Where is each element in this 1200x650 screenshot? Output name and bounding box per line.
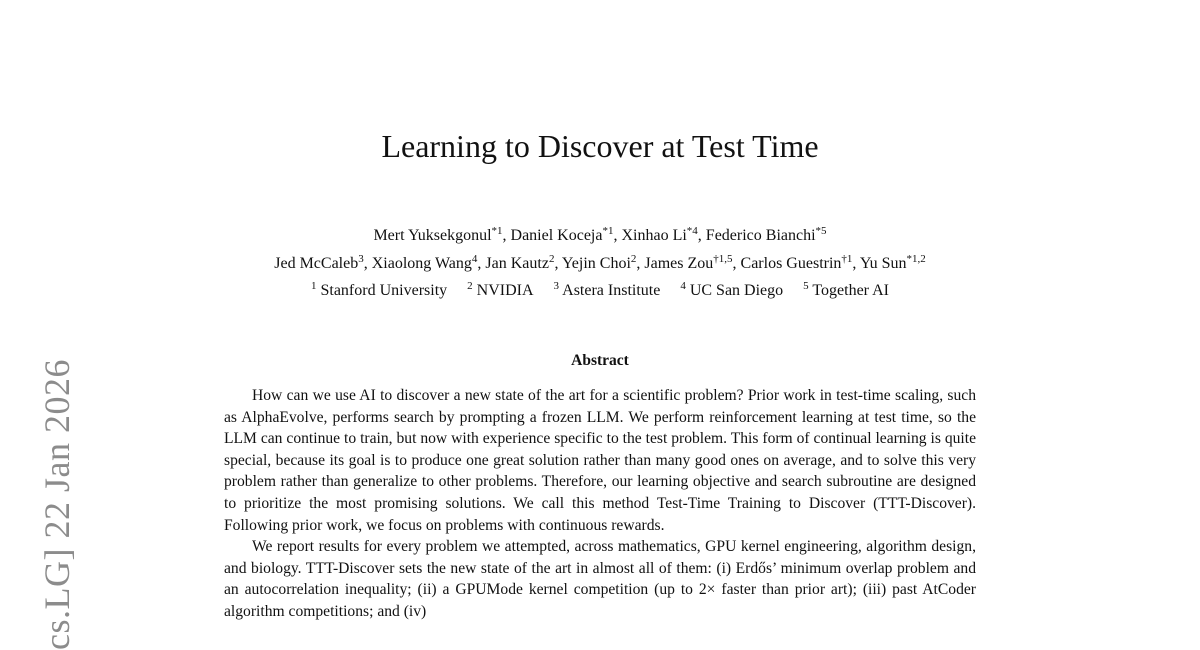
affiliation-mark: 1 <box>310 280 317 292</box>
author-name: Yejin Choi <box>561 254 631 272</box>
author-block <box>0 222 1200 305</box>
affiliation-name: Astera Institute <box>559 282 661 299</box>
author-affiliation-mark: 2 <box>548 252 555 265</box>
author-affiliation-mark: 4 <box>471 252 478 265</box>
author-affiliation-mark: 3 <box>358 252 364 265</box>
affiliations-line <box>0 277 1200 305</box>
arxiv-side-stamp: cs.LG] 22 Jan 2026 <box>37 359 77 650</box>
author-name: Mert Yuksekgonul <box>373 227 492 244</box>
author-affiliation-mark: *5 <box>815 225 827 237</box>
abstract-body <box>224 385 976 623</box>
author-name: Xiaolong Wang <box>371 254 472 272</box>
affiliation-name: Together AI <box>808 282 889 299</box>
author-affiliation-mark: *1,2 <box>906 252 926 265</box>
author-affiliation-mark: †1,5 <box>713 252 733 265</box>
affiliation-mark: 4 <box>680 280 686 292</box>
author-name: Federico Bianchi <box>705 227 816 244</box>
author-name: Jan Kautz <box>485 254 549 272</box>
affiliation-mark: 3 <box>553 280 560 292</box>
abstract-paragraph: How can we use AI to discover a new state of the art for a scientific problem? Prior work in test-time scaling, such as AlphaEvolve, performs search by prompting a frozen LLM. We perform reinforcement learning at test time, so the LLM can continue to train, but now with experience specific to the test problem. This form of continual learning is quite special, because its goal is to produce one great solution rather than many good ones on average, and to solve this very problem rather than generalize to other problems. Therefore, our learning objective and search subroutine are designed to prioritize the most promising solutions. We call this method Test-Time Training to Discover (TTT-Discover). Following prior work, we focus on problems with continuous rewards. <box>224 387 976 534</box>
affiliation-mark: 5 <box>803 280 809 292</box>
author-name: Jed McCaleb <box>274 254 359 272</box>
author-affiliation-mark: *4 <box>686 225 698 237</box>
author-name: Xinhao Li <box>621 227 687 244</box>
affiliation-name: NVIDIA <box>472 282 534 299</box>
authors-line-1: Mert Yuksekgonul$^{*1}$, Daniel Koceja$^{*1}$, Xinhao Li$^{*4}$, Federico Bianchi$^{*5}$ <box>373 225 827 244</box>
affiliation <box>467 282 533 299</box>
affiliation-mark: 2 <box>467 280 473 292</box>
affiliation-name: UC San Diego <box>685 282 784 299</box>
author-affiliation-mark: *1 <box>491 225 503 237</box>
affiliation-name: Stanford University <box>316 282 448 299</box>
author-name: Yu Sun <box>859 254 907 272</box>
author-name: Carlos Guestrin <box>740 254 842 272</box>
author-affiliation-mark: †1 <box>841 252 853 265</box>
author-name: James Zou <box>644 254 714 272</box>
affiliation <box>803 282 889 299</box>
affiliation <box>311 282 447 299</box>
abstract-heading: Abstract <box>571 352 629 369</box>
author-name: Daniel Koceja <box>510 227 603 244</box>
affiliation <box>554 282 661 299</box>
paper-title: Learning to Discover at Test Time <box>381 128 819 164</box>
author-affiliation-mark: *1 <box>602 225 614 237</box>
affiliation <box>680 282 783 299</box>
authors-line-2: Jed McCaleb$^3$, Xiaolong Wang$^4$, Jan Kautz$^2$, Yejin Choi$^2$, James Zou$^{\dagger 1,5}$, Carlos Guestrin$^{\dagger 1}$, Yu Sun$^{*1,2}$ <box>274 252 926 272</box>
author-affiliation-mark: 2 <box>630 252 637 265</box>
abstract-paragraph: We report results for every problem we attempted, across mathematics, GPU kernel engineering, algorithm design, and biology. TTT-Discover sets the new state of the art in almost all of them: (i) Erdős’ minimum overlap problem and an autocorrelation inequality; (ii) a GPUMode kernel competition (up to 2× faster than prior art); (iii) past AtCoder algorithm competitions; and (iv) <box>224 538 976 620</box>
